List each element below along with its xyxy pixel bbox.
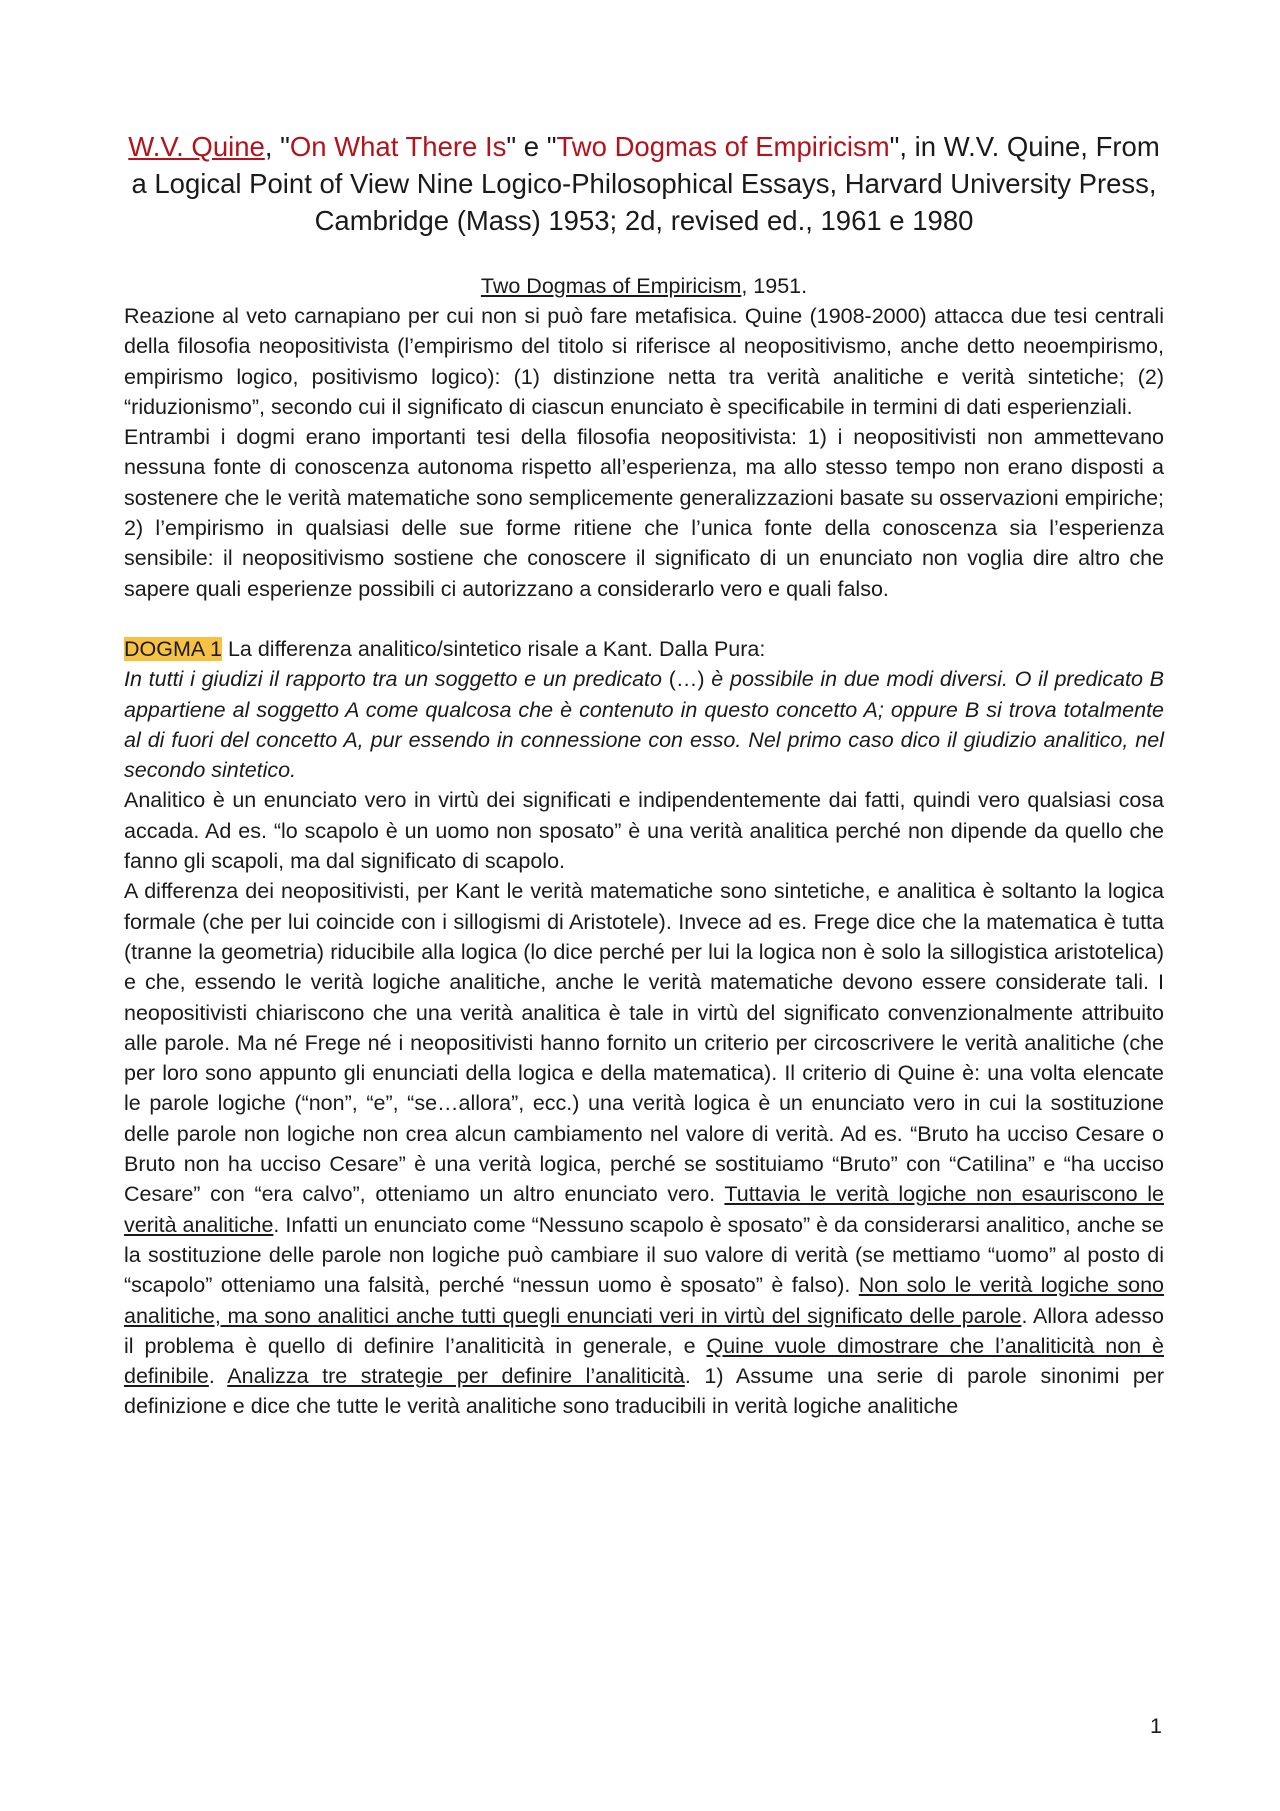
author-name: W.V. Quine	[128, 131, 265, 162]
underlined-claim-4: Analizza tre strategie per definire l’analiticità	[227, 1364, 685, 1389]
text-run: . Allora adesso il problema è quello di definire l’analiticità in generale, e	[124, 1303, 1165, 1358]
paragraph-frege-quine	[124, 876, 1164, 1421]
section-work-title: Two Dogmas of Empiricism	[480, 274, 742, 298]
text-run: .	[208, 1364, 228, 1389]
title-separator: " e "	[506, 131, 557, 162]
paragraph-analytic: Analitico è un enunciato vero in virtù dei significati e indipendentemente dai fatti, quindi vero qualsiasi cosa accada. Ad es. “lo scapolo è un uomo non sposato” è una verità analitica perché non dipende da quello che fanno gli scapoli, ma dal significato di scapolo.	[124, 788, 1164, 874]
title-separator: , "	[264, 131, 290, 162]
dogma-intro-text: La differenza analitico/sintetico risale a Kant. Dalla Pura:	[221, 636, 766, 661]
text-run: . 1) Assume una serie di parole sinonimi per definizione e dice che tutte le verità analitiche sono traducibili in verità logiche analitiche	[124, 1364, 1165, 1419]
page-number: 1	[1150, 1714, 1162, 1738]
bibliographic-info: ", in W.V. Quine, From a Logical Point of View Nine Logico-Philosophical Essays, Harvard University Press, Cambridge (Mass) 1953; 2d, revised ed., 1961 e 1980	[131, 131, 1160, 236]
essay-title-1: On What There Is	[289, 131, 507, 162]
text-run: . Infatti un enunciato come “Nessuno scapolo è sposato” è da considerarsi analitico, anche se la sostituzione delle parole non logiche può cambiare il suo valore di verità (se mettiamo “uomo” al posto di “scapolo” otteniamo una falsità, perché “nessun uomo è sposato” è falso).	[124, 1212, 1164, 1298]
quote-part-b: è possibile in due modi diversi. O il predicato B appartiene al soggetto A come qualcosa che è contenuto in questo concetto A; oppure B si trova totalmente al di fuori del concetto A, pur essendo in connessione con esso. Nel primo caso dico il giudizio analitico, nel secondo sintetico.	[124, 667, 1164, 783]
section-year: , 1951.	[741, 274, 808, 298]
essay-title-2: Two Dogmas of Empiricism	[556, 131, 890, 162]
text-run: A differenza dei neopositivisti, per Kant le verità matematiche sono sintetiche, e analitica è soltanto la logica formale (che per lui coincide con i sillogismi di Aristotele). Invece ad es. Frege dice che la matematica è tutta (tranne la geometria) riducibile alla logica (lo dice perché per lui la logica non è solo la sillogistica aristotelica) e che, essendo le verità logiche analitiche, anche le verità matematiche devono essere considerate tali. I neopositivisti chiariscono che una verità analitica è tale in virtù del significato convenzionalmente attribuito alle parole. Ma né Frege né i neopositivisti hanno fornito un criterio per circoscrivere le verità analitiche (che per loro sono appunto gli enunciati della logica e della matematica). Il criterio di Quine è: una volta elencate le parole logiche (“non”, “e”, “se…allora”, ecc.) una verità logica è un enunciato vero in cui la sostituzione delle parole non logiche non crea alcun cambiamento nel valore di verità. Ad es. “Bruto ha ucciso Cesare o Bruto non ha ucciso Cesare” è una verità logica, perché se sostituiamo “Bruto” con “Catilina” e “ha ucciso Cesare” con “era calvo”, otteniamo un altro enunciato vero.	[124, 879, 1164, 1207]
document-page	[124, 128, 1164, 1422]
document-title	[124, 128, 1164, 239]
quote-part-a: In tutti i giudizi il rapporto tra un soggetto e un predicato	[124, 667, 669, 692]
paragraph-dogmas: Entrambi i dogmi erano importanti tesi della filosofia neopositivista: 1) i neopositivisti non ammettevano nessuna fonte di conoscenza autonoma rispetto all’esperienza, ma allo stesso tempo non erano disposti a sostenere che le verità matematiche sono semplicemente generalizzazioni basate su osservazioni empiriche; 2) l’empirismo in qualsiasi delle sue forme ritiene che l’unica fonte della conoscenza sia l’esperienza sensibile: il neopositivismo sostiene che conoscere il significato di un enunciato non voglia dire altro che sapere quali esperienze possibili ci autorizzano a considerarlo vero e quali falso.	[124, 425, 1164, 601]
underlined-claim-3: Quine vuole dimostrare che l’analiticità non è definibile	[124, 1333, 1164, 1389]
kant-quote	[124, 664, 1164, 785]
underlined-claim-1: Tuttavia le verità logiche non esauriscono le verità analitiche	[124, 1182, 1164, 1237]
quote-ellipsis: (…)	[668, 667, 705, 692]
section-heading	[124, 271, 1164, 301]
paragraph-dogma-1	[124, 634, 1164, 664]
dogma-highlight-label: DOGMA 1	[124, 636, 222, 661]
paragraph-intro: Reazione al veto carnapiano per cui non si può fare metafisica. Quine (1908-2000) attacca due tesi centrali della filosofia neopositivista (l’empirismo del titolo si riferisce al neopositivismo, anche detto neoempirismo, empirismo logico, positivismo logico): (1) distinzione netta tra verità analitiche e verità sintetiche; (2) “riduzionismo”, secondo cui il significato di ciascun enunciato è specificabile in termini di dati esperienziali.	[124, 304, 1164, 419]
underlined-claim-2: Non solo le verità logiche sono analitiche, ma sono analitici anche tutti quegli enunciati veri in virtù del significato delle parole	[124, 1273, 1164, 1328]
paragraph-gap	[124, 604, 1164, 634]
